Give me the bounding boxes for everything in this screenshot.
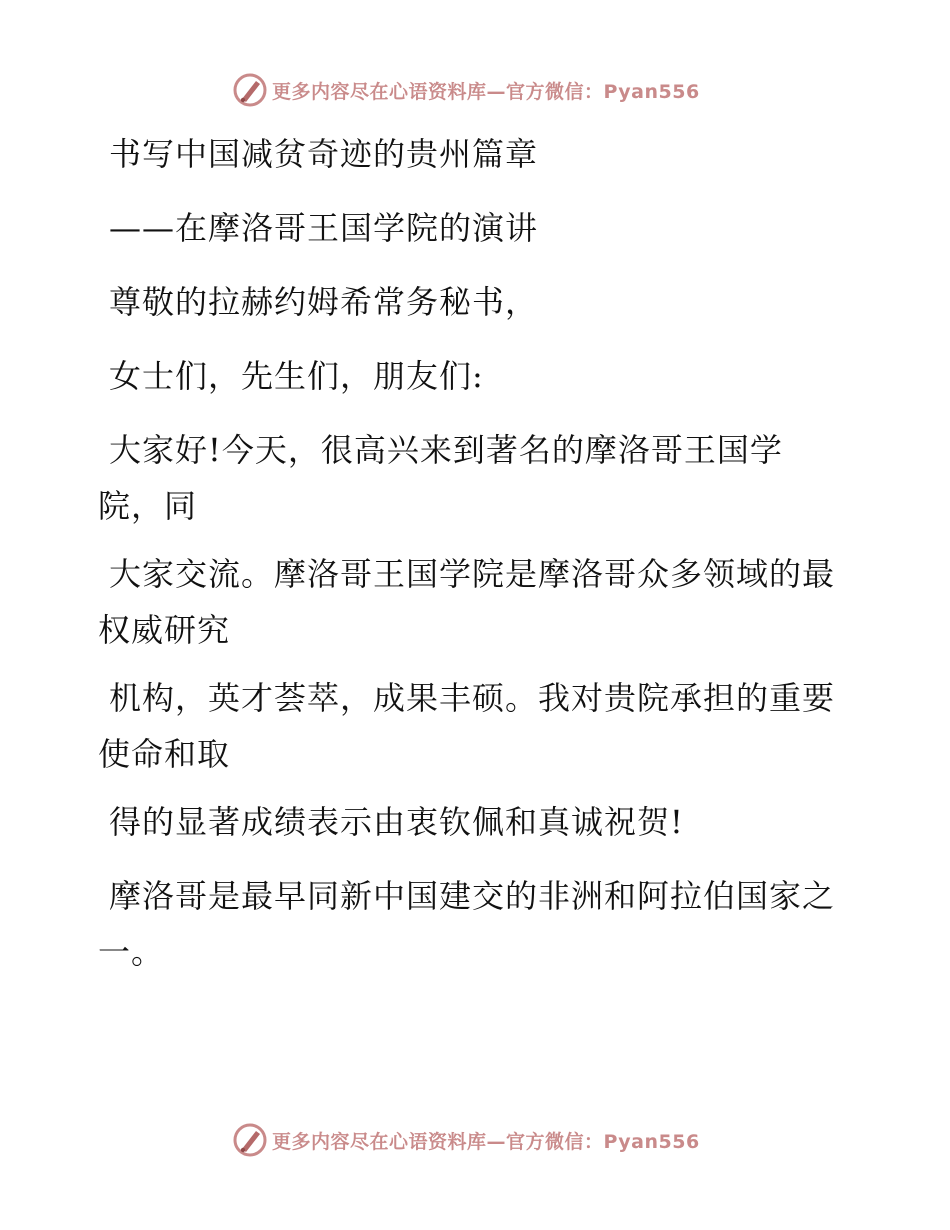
watermark-text: 更多内容尽在心语资料库—官方微信：Pyan556: [272, 1130, 700, 1153]
document-title: 书写中国减贫奇迹的贵州篇章: [109, 135, 539, 173]
paragraph: 得的显著成绩表示由衷钦佩和真诚祝贺!: [109, 803, 684, 841]
paragraph: 尊敬的拉赫约姆希常务秘书，: [109, 283, 539, 321]
paragraph: 大家好!今天，很高兴来到著名的摩洛哥王国学院，同: [98, 431, 783, 525]
paragraph: 摩洛哥是最早同新中国建交的非洲和阿拉伯国家之一。: [98, 877, 836, 971]
paragraph: 大家交流。摩洛哥王国学院是摩洛哥众多领域的最权威研究: [98, 555, 836, 649]
document-subtitle: ——在摩洛哥王国学院的演讲: [109, 209, 539, 247]
pen-logo-icon: [232, 72, 268, 108]
document-body: [98, 126, 838, 998]
pen-logo-icon: [232, 1122, 268, 1158]
watermark-text: 更多内容尽在心语资料库—官方微信：Pyan556: [272, 80, 700, 103]
footer-watermark: [232, 1120, 712, 1160]
paragraph: 机构，英才荟萃，成果丰硕。我对贵院承担的重要使命和取: [98, 679, 836, 773]
paragraph: 女士们，先生们，朋友们:: [109, 357, 484, 395]
header-watermark: [232, 70, 712, 110]
